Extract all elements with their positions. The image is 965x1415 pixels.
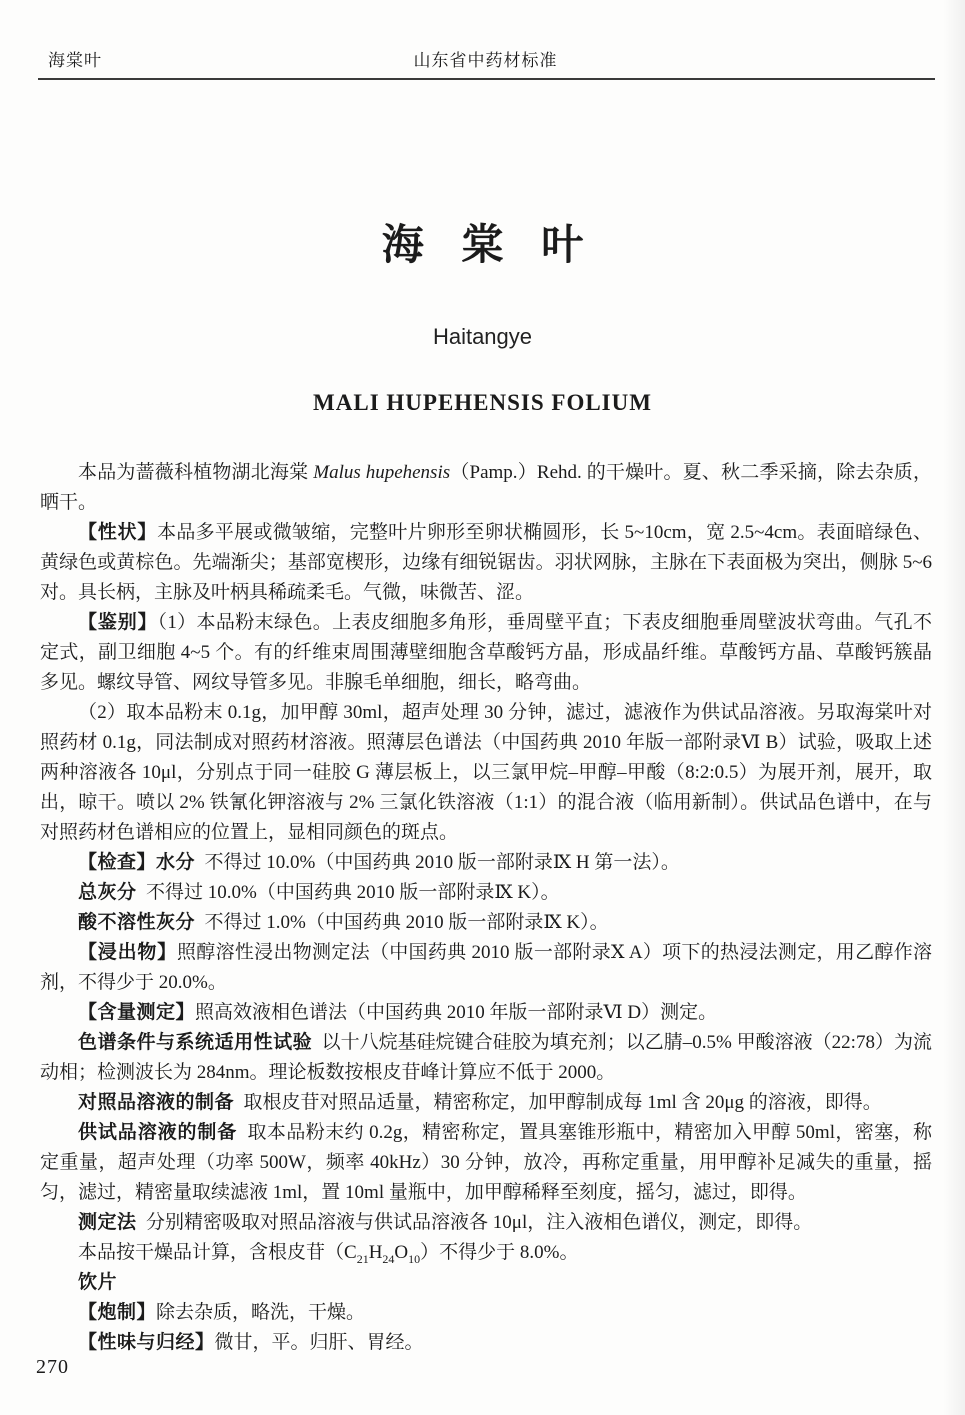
text-run: 取根皮苷对照品适量，精密称定，加甲醇制成每 1ml 含 20μg 的溶液，即得。	[234, 1092, 882, 1113]
running-head	[38, 46, 933, 72]
text-run: 色谱条件与系统适用性试验	[78, 1032, 313, 1053]
paragraph	[40, 938, 932, 998]
paragraph	[40, 1088, 932, 1118]
paragraph	[40, 608, 932, 698]
text-run: （1）本品粉末绿色。上表皮细胞多角形，垂周壁平直；下表皮细胞垂周壁波状弯曲。气孔不定式，副卫细胞 4~5 个。有的纤维束周围薄壁细胞含草酸钙方晶，形成晶纤维。草酸钙方晶、草酸钙簇晶多见。螺纹导管、网纹导管多见。非腺毛单细胞，细长，略弯曲。	[40, 612, 932, 693]
text-run: 本品多平展或微皱缩，完整叶片卵形至卵状椭圆形，长 5~10cm，宽 2.5~4cm。表面暗绿色、黄绿色或黄棕色。先端渐尖；基部宽楔形，边缘有细锐锯齿。羽状网脉，主脉在下表面极为突出，侧脉 5~6 对。具长柄，主脉及叶柄具稀疏柔毛。气微，味微苦、涩。	[40, 522, 932, 603]
text-run: 照醇溶性浸出物测定法（中国药典 2010 版一部附录Ⅹ A）项下的热浸法测定，用乙醇作溶剂，不得少于 20.0%。	[40, 942, 932, 993]
paragraph	[40, 458, 932, 518]
text-run: 对照品溶液的制备	[78, 1092, 235, 1113]
page-title-latin: MALI HUPEHENSIS FOLIUM	[313, 390, 652, 415]
paragraph	[40, 1208, 932, 1238]
page-title-pinyin: Haitangye	[432, 324, 533, 349]
text-run: （Pamp.）Rehd. 的干燥叶。夏、秋二季采摘，除去杂质，晒干。	[40, 462, 932, 513]
text-run: 不得过 10.0%（中国药典 2010 版一部附录Ⅸ H 第一法）。	[195, 852, 680, 873]
paragraph	[40, 908, 932, 938]
header-rule	[38, 78, 935, 80]
text-run: 【性状】	[78, 522, 158, 543]
text-run: 测定法	[78, 1212, 137, 1233]
text-run: 本品按干燥品计算，含根皮苷（C	[78, 1242, 357, 1263]
paragraph	[40, 698, 932, 848]
text-run: 【检查】水分	[78, 852, 196, 873]
text-run: 【浸出物】	[78, 942, 177, 963]
text-run: 10	[408, 1251, 421, 1266]
text-run: 供试品溶液的制备	[78, 1122, 238, 1143]
text-run: 总灰分	[78, 882, 137, 903]
paragraph	[40, 1028, 932, 1088]
paragraph	[40, 848, 932, 878]
text-run: 分别精密吸取对照品溶液与供试品溶液各 10μl，注入液相色谱仪，测定，即得。	[136, 1212, 813, 1233]
running-head-drug-name: 海棠叶	[48, 51, 102, 70]
text-run: Malus hupehensis	[313, 462, 451, 483]
text-run: 【含量测定】	[78, 1002, 196, 1023]
text-run: ）不得少于 8.0%。	[420, 1242, 579, 1263]
text-run: 取本品粉末约 0.2g，精密称定，置具塞锥形瓶中，精密加入甲醇 50ml，密塞，称定重量，超声处理（功率 500W，频率 40kHz）30 分钟，放冷，再称定重量，用甲醇补足减失的重量，摇匀，滤过，精密量取续滤液 1ml，置 10ml 量瓶中，加甲醇稀释至刻度，摇匀，滤过，即得。	[40, 1122, 932, 1203]
text-run: 24	[382, 1251, 395, 1266]
running-head-standard-title: 山东省中药材标准	[413, 51, 558, 70]
paragraph	[40, 1268, 932, 1298]
text-run: O	[394, 1242, 409, 1263]
text-run: 不得过 1.0%（中国药典 2010 版一部附录Ⅸ K）。	[195, 912, 609, 933]
text-run: 不得过 10.0%（中国药典 2010 版一部附录Ⅸ K）。	[136, 882, 560, 903]
paragraph	[40, 1238, 932, 1268]
text-run: 【性味与归经】	[78, 1332, 215, 1353]
page-number: 270	[36, 1356, 69, 1378]
paragraph	[40, 998, 932, 1028]
title-block	[0, 212, 965, 416]
text-run: 【鉴别】	[78, 612, 158, 633]
text-run: 本品为蔷薇科植物湖北海棠	[78, 462, 314, 483]
paragraph	[40, 878, 932, 908]
text-run: 21	[356, 1251, 369, 1266]
paragraph	[40, 1118, 932, 1208]
text-run: 照高效液相色谱法（中国药典 2010 年版一部附录Ⅵ D）测定。	[195, 1002, 718, 1023]
text-run: 除去杂质，略洗，干燥。	[156, 1302, 366, 1323]
body-paragraphs	[40, 458, 932, 1358]
paragraph	[40, 518, 932, 608]
paragraph	[40, 1328, 932, 1358]
text-run: （2）取本品粉末 0.1g，加甲醇 30ml，超声处理 30 分钟，滤过，滤液作为供试品溶液。另取海棠叶对照药材 0.1g，同法制成对照药材溶液。照薄层色谱法（中国药典 2010 年版一部附录Ⅵ B）试验，吸取上述两种溶液各 10μl，分别点于同一硅胶 G 薄层板上，以三氯甲烷–甲醇–甲酸（8:2:0.5）为展开剂，展开，取出，晾干。喷以 2% 铁氰化钾溶液与 2% 三氯化铁溶液（1:1）的混合液（临用新制）。供试品色谱中，在与对照药材色谱相应的位置上，显相同颜色的斑点。	[40, 702, 932, 843]
text-run: 饮片	[78, 1272, 118, 1293]
page-title-chinese: 海棠叶	[381, 223, 622, 269]
text-run: H	[368, 1242, 383, 1263]
paragraph	[40, 1298, 932, 1328]
text-run: 酸不溶性灰分	[78, 912, 196, 933]
text-run: 微甘，平。归肝、胃经。	[214, 1332, 424, 1353]
text-run: 【炮制】	[78, 1302, 157, 1323]
text-run: 以十八烷基硅烷键合硅胶为填充剂；以乙腈–0.5% 甲酸溶液（22:78）为流动相；检测波长为 284nm。理论板数按根皮苷峰计算应不低于 2000。	[40, 1032, 932, 1083]
